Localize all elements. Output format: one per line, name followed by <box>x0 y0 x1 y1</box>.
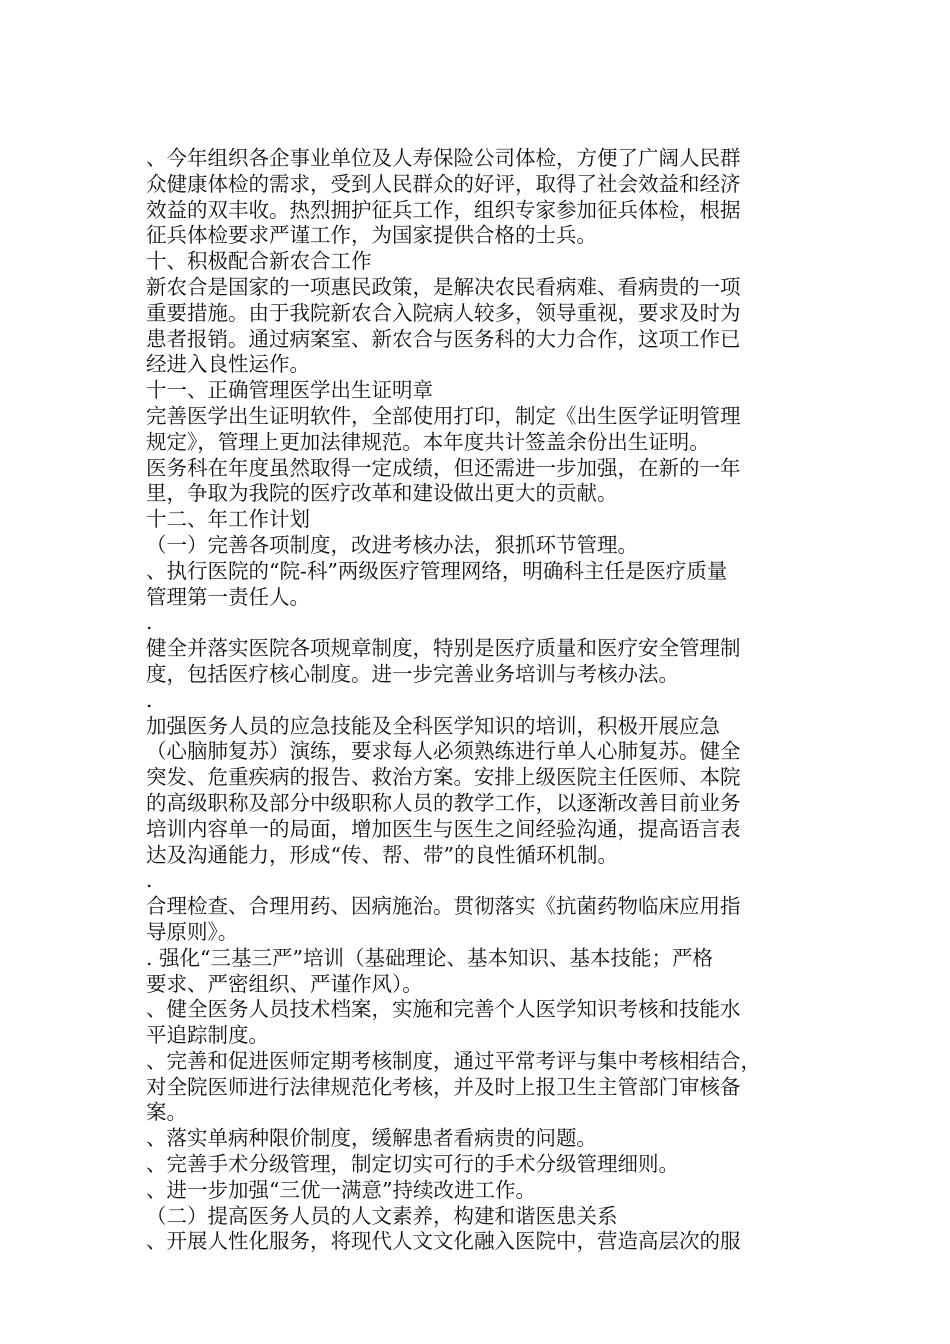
text-line: . <box>146 687 153 712</box>
text-line: 、完善和促进医师定期考核制度，通过平常考评与集中考核相结合， <box>146 1048 761 1073</box>
text-line: 导原则》。 <box>146 919 239 944</box>
text-line: 新农合是国家的一项惠民政策，是解决农民看病难、看病贵的一项 <box>146 274 741 299</box>
text-line: 、健全医务人员技术档案，实施和完善个人医学知识考核和技能水 <box>146 997 741 1022</box>
text-line: 健全并落实医院各项规章制度，特别是医疗质量和医疗安全管理制 <box>146 636 741 661</box>
text-line: . 强化“三基三严”培训（基础理论、基本知识、基本技能；严格 <box>146 945 713 970</box>
text-line: 经进入良性运作。 <box>146 352 310 377</box>
text-line: 众健康体检的需求，受到人民群众的好评，取得了社会效益和经济 <box>146 171 741 196</box>
text-line: 平追踪制度。 <box>146 1023 269 1048</box>
text-line: 达及沟通能力，形成“传、帮、带”的良性循环机制。 <box>146 842 618 867</box>
text-line: 效益的双丰收。热烈拥护征兵工作，组织专家参加征兵体检，根据 <box>146 197 741 222</box>
text-line: 、完善手术分级管理，制定切实可行的手术分级管理细则。 <box>146 1152 679 1177</box>
text-line: 对全院医师进行法律规范化考核，并及时上报卫生主管部门审核备 <box>146 1074 741 1099</box>
text-line: 里，争取为我院的医疗改革和建设做出更大的贡献。 <box>146 481 618 506</box>
text-line: 规定》，管理上更加法律规范。本年度共计签盖余份出生证明。 <box>146 429 710 454</box>
text-line: 、落实单病种限价制度，缓解患者看病贵的问题。 <box>146 1126 597 1151</box>
text-line: 度，包括医疗核心制度。进一步完善业务培训与考核办法。 <box>146 661 679 686</box>
text-line: 、执行医院的“院-科”两级医疗管理网络，明确科主任是医疗质量 <box>146 558 728 583</box>
text-line: 、今年组织各企事业单位及人寿保险公司体检，方便了广阔人民群 <box>146 146 741 170</box>
text-line: 突发、危重疾病的报告、救治方案。安排上级医院主任医师、本院 <box>146 765 741 790</box>
text-line: 重要措施。由于我院新农合入院病人较多，领导重视，要求及时为 <box>146 300 741 325</box>
text-line: 、进一步加强“三优一满意”持续改进工作。 <box>146 1177 536 1202</box>
text-line: 加强医务人员的应急技能及全科医学知识的培训，积极开展应急 <box>146 713 720 738</box>
subsection-heading: （一）完善各项制度，改进考核办法，狠抓环节管理。 <box>146 532 638 557</box>
text-line: 管理第一责任人。 <box>146 584 310 609</box>
text-line: 培训内容单一的局面，增加医生与医生之间经验沟通，提高语言表 <box>146 816 741 841</box>
text-line: 征兵体检要求严谨工作，为国家提供合格的士兵。 <box>146 223 597 248</box>
text-line: 合理检查、合理用药、因病施治。贯彻落实《抗菌药物临床应用指 <box>146 894 741 919</box>
subsection-heading: （二）提高医务人员的人文素养，构建和谐医患关系 <box>146 1203 618 1228</box>
text-line: 的高级职称及部分中级职称人员的教学工作，以逐渐改善目前业务 <box>146 790 741 815</box>
text-line: 患者报销。通过病案室、新农合与医务科的大力合作，这项工作已 <box>146 326 741 351</box>
text-line: （心脑肺复苏）演练，要求每人必须熟练进行单人心肺复苏。健全 <box>146 739 741 764</box>
text-line: . <box>146 610 153 635</box>
section-heading: 十、积极配合新农合工作 <box>146 249 372 274</box>
text-line: 要求、严密组织、严谨作风）。 <box>146 971 423 996</box>
text-line: 医务科在年度虽然取得一定成绩，但还需进一步加强，在新的一年 <box>146 455 741 480</box>
text-line: 案。 <box>146 1100 187 1125</box>
document-body <box>146 146 808 1255</box>
text-line: 、开展人性化服务，将现代人文文化融入医院中，营造高层次的服 <box>146 1229 741 1254</box>
section-heading: 十二、年工作计划 <box>146 507 310 532</box>
text-line: 完善医学出生证明软件，全部使用打印，制定《出生医学证明管理 <box>146 403 741 428</box>
section-heading: 十一、正确管理医学出生证明章 <box>146 378 433 403</box>
text-line: . <box>146 868 153 893</box>
